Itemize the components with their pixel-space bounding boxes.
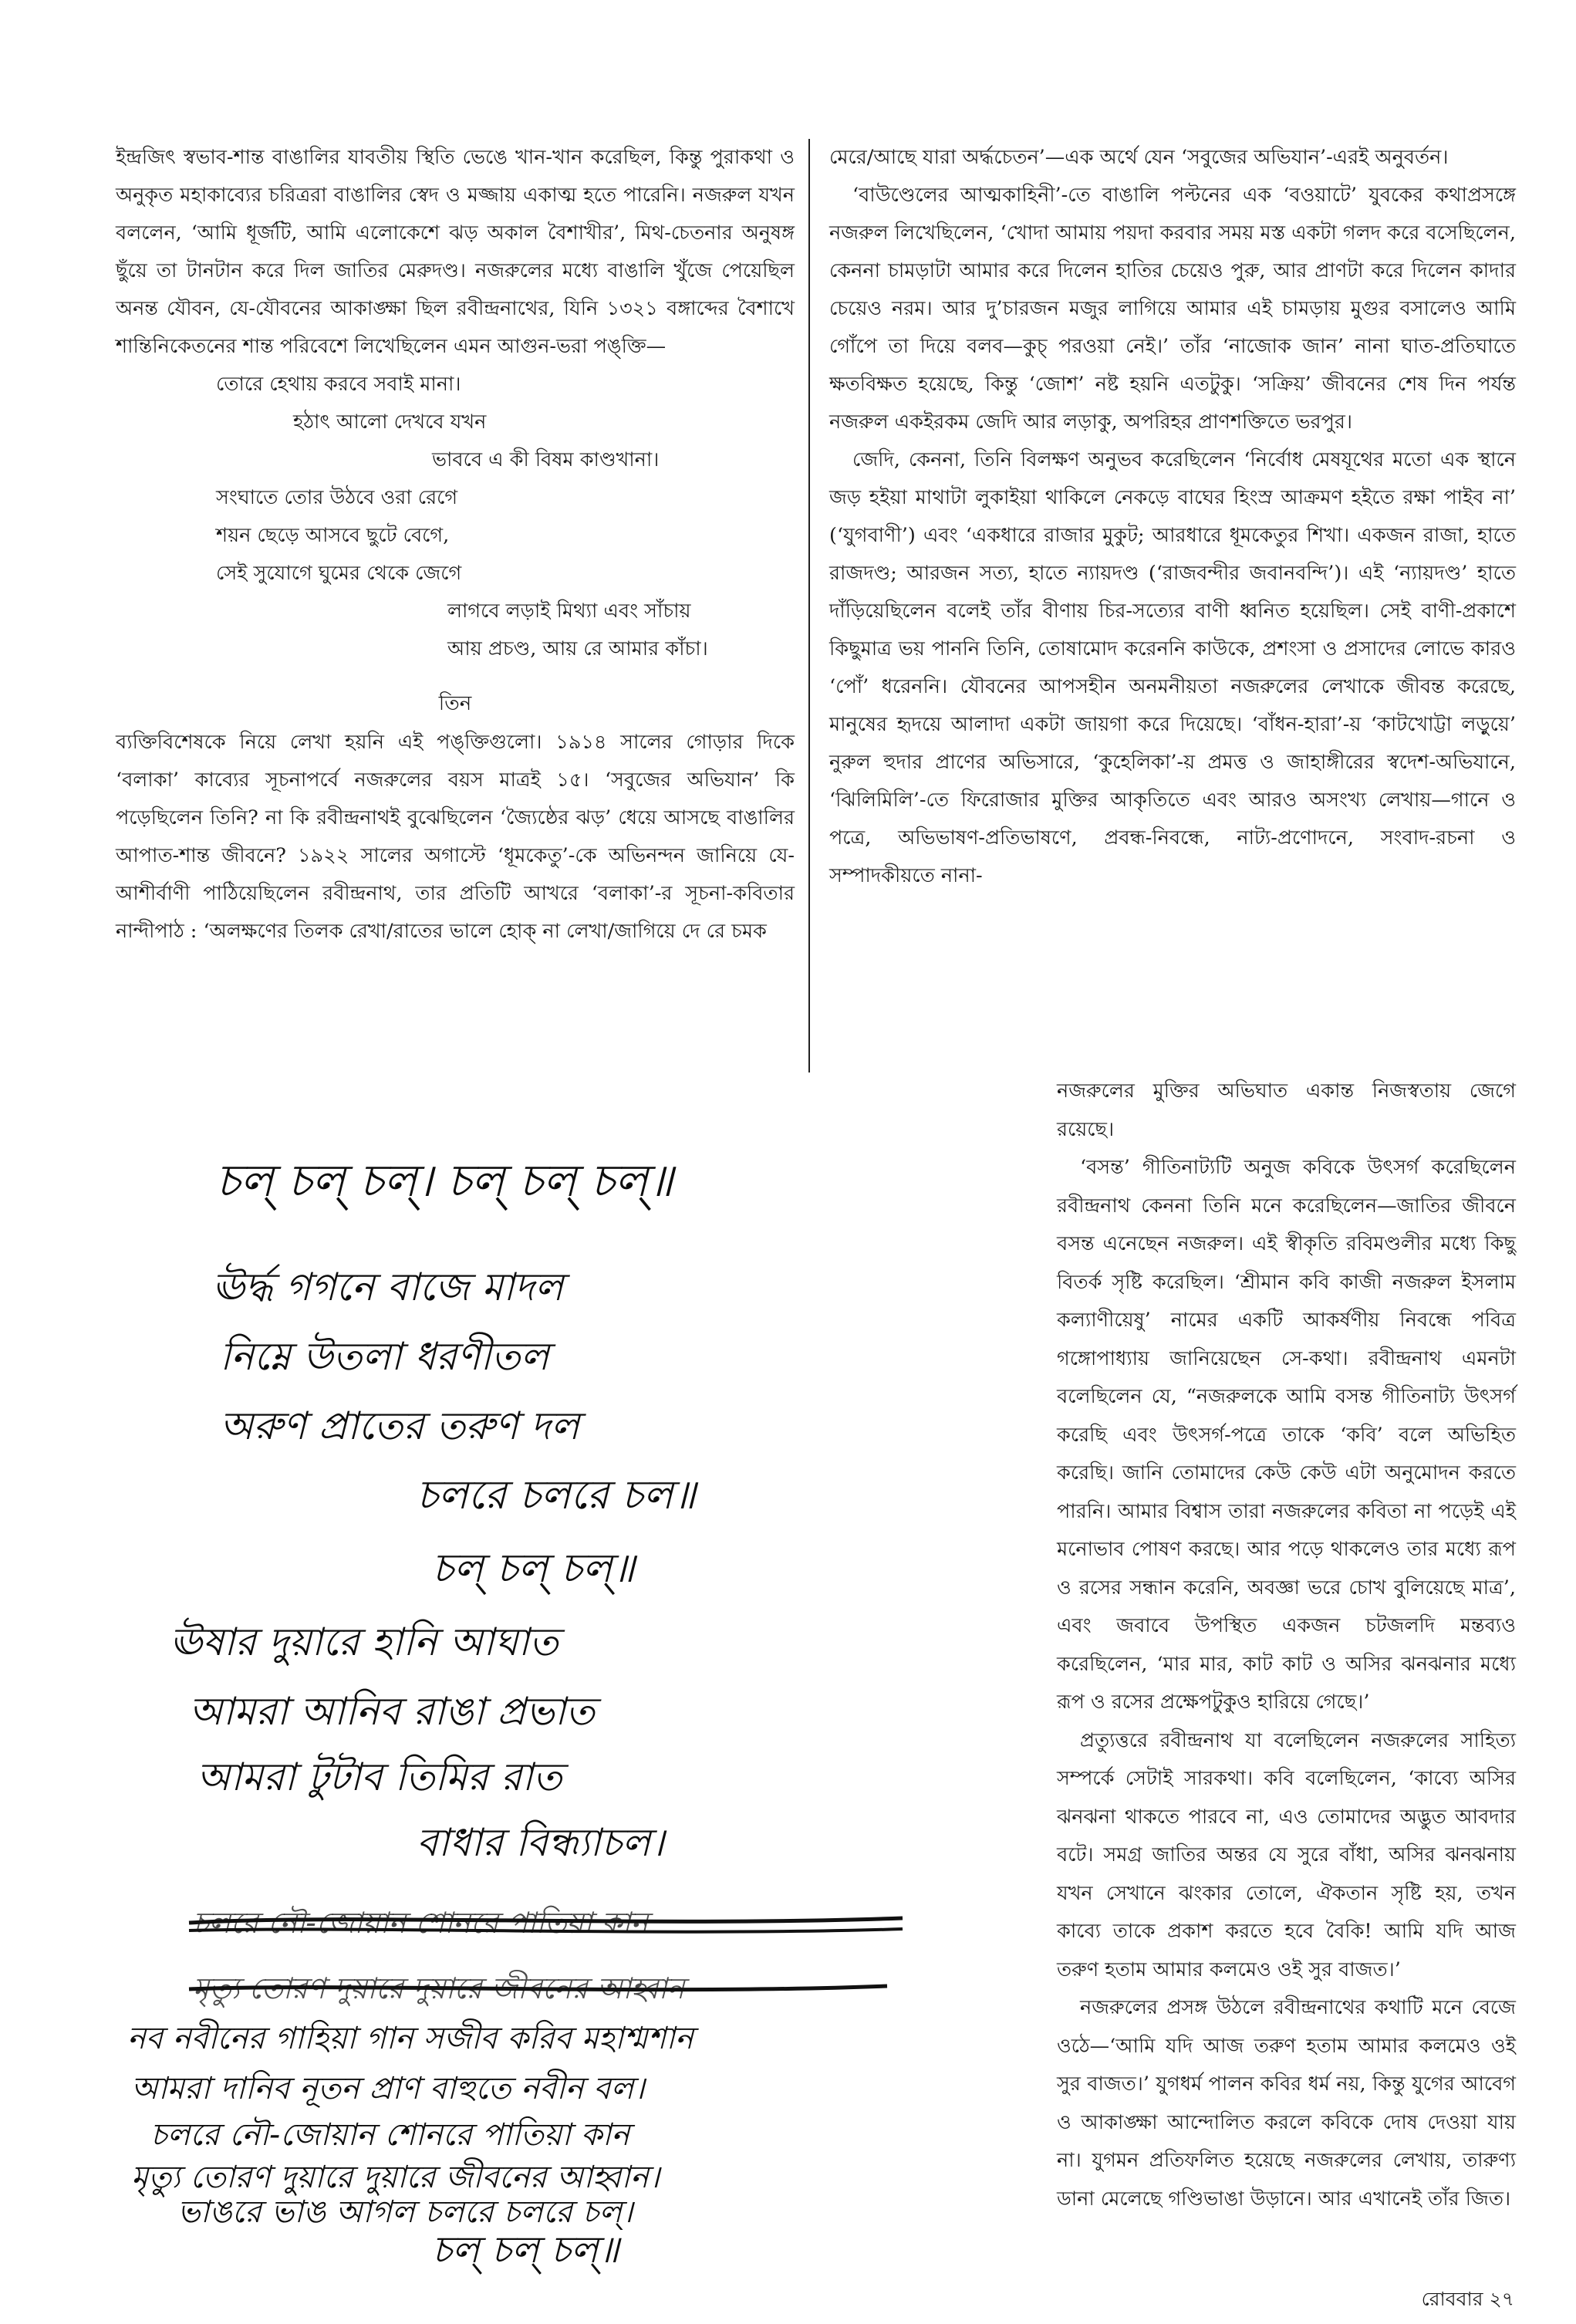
manuscript-line: আমরা আনিব রাঙা প্রভাত (189, 1689, 595, 1734)
manuscript-line: ঊর্দ্ধ গগনে বাজে মাদল (212, 1265, 564, 1309)
manuscript-line: ভাঙরে ভাঙ আগল চলরে চলরে চল্। (177, 2194, 633, 2230)
page-footer: রোববার ২৭ (1421, 2288, 1514, 2310)
right-column-lower (1057, 1072, 1516, 2218)
manuscript-line: অরুণ প্রাতের তরুণ দল (220, 1404, 580, 1448)
section-heading: তিন (438, 692, 472, 715)
manuscript-line: আমরা দানিব নূতন প্রাণ বাহুতে নবীন বল। (131, 2071, 645, 2106)
left-paragraph-2: ব্যক্তিবিশেষকে নিয়ে লেখা হয়নি এই পঙ্‌ক্তিগুলো। ১৯১৪ সালের গোড়ার দিকে ‘বলাকা’ কাব্যের সূচনাপর্বে নজরুলের বয়স মাত্রই ১৫। ‘সবুজের অভিযান’ কি পড়েছিলেন তিনি? না কি রবীন্দ্রনাথই বুঝেছিলেন ‘জ্যৈষ্ঠের ঝড়’ ধেয়ে আসছে বাঙালির আপাত-শান্ত জীবনে? ১৯২২ সালের অগাস্টে ‘ধূমকেতু’-কে অভিনন্দন জানিয়ে যে-আশীর্বাণী পাঠিয়েছিলেন রবীন্দ্রনাথ, তার প্রতিটি আখরে ‘বলাকা’-র সূচনা-কবিতার নান্দীপাঠ : ‘অলক্ষণের তিলক রেখা/রাতের ভালে হোক্ না লেখা/জাগিয়ে দে রে চমক (116, 731, 795, 943)
manuscript-line: আমরা টুটাব তিমির রাত (197, 1755, 562, 1799)
poem-line: সেই সুযোগে ঘুমের থেকে জেগে (216, 562, 462, 585)
poem-line: তোরে হেথায় করবে সবাই মানা। (216, 373, 461, 396)
right-paragraph-6: নজরুলের প্রসঙ্গ উঠলে রবীন্দ্রনাথের কথাটি মনে বেজে ওঠে—‘আমি যদি আজ তরুণ হতাম আমার কলমেও ওই সুর বাজত।’ যুগধর্ম পালন কবির ধর্ম নয়, কিন্তু যুগের আবেগ ও আকাঙ্ক্ষা আন্দোলিত করলে কবিকে দোষ দেওয়া যায় না। যুগমন প্রতিফলিত হয়েছে নজরুলের লেখায়, তারুণ্য ডানা মেলেছে গণ্ডিভাঙা উড়ানে। আর এখানেই তাঁর জিত। (1057, 1996, 1516, 2211)
manuscript-line: বাধার বিন্ধ্যাচল। (417, 1820, 665, 1865)
right-paragraph-5: প্রত্যুত্তরে রবীন্দ্রনাথ যা বলেছিলেন নজরুলের সাহিত্য সম্পর্কে সেটাই সারকথা। কবি বলেছিলেন, ‘কাব্যে অসির ঝনঝনা থাকতে পারবে না, এও তোমাদের অদ্ভুত আবদার বটে। সমগ্র জাতির অন্তর যে সুরে বাঁধা, অসির ঝনঝনায় যখন সেখানে ঝংকার তোলে, ঐকতান সৃষ্টি হয়, তখন কাব্যে তাকে প্রকাশ করতে হবে বৈকি! আমি যদি আজ তরুণ হতাম আমার কলমেও ওই সুর বাজত।’ (1057, 1728, 1516, 1981)
manuscript-line: চল্ চল্ চল্। চল্ চল্ চল্॥ (216, 1154, 673, 1207)
manuscript-line: চল্ চল্ চল্॥ (432, 1545, 635, 1592)
right-paragraph-3: জেদি, কেননা, তিনি বিলক্ষণ অনুভব করেছিলেন ‘নির্বোধ মেষযূথের মতো এক স্থানে জড় হইয়া মাথাটা লুকাইয়া থাকিলে নেকড়ে বাঘের হিংস্র আক্রমণ হইতে রক্ষা পাইব না’ (‘যুগবাণী’) এবং ‘একধারে রাজার মুকুট; আরধারে ধূমকেতুর শিখা। একজন রাজা, হাতে রাজদণ্ড; আরজন সত্য, হাতে ন্যায়দণ্ড (‘রাজবন্দীর জবানবন্দি’)। এই ‘ন্যায়দণ্ড’ হাতে দাঁড়িয়েছিলেন বলেই তাঁর বীণায় চির-সত্যের বাণী ধ্বনিত হয়েছিল। সেই বাণী-প্রকাশে কিছুমাত্র ভয় পাননি তিনি, তোষামোদ করেননি কাউকে, প্রশংসা ও প্রসাদের লোভে কারও ‘পোঁ’ ধরেননি। যৌবনের আপসহীন অনমনীয়তা নজরুলের লেখাকে জীবন্ত করেছে, মানুষের হৃদয়ে আলাদা একটা জায়গা করে দিয়েছে। ‘বাঁধন-হারা’-য় ‘কাটখোট্টা লড়ুয়ে’ নুরুল হুদার প্রাণের অভিসারে, ‘কুহেলিকা’-য় প্রমত্ত ও জাহাঙ্গীরের স্বদেশ-অভিযানে, ‘ঝিলিমিলি’-তে ফিরোজার মুক্তির আকৃতিতে এবং আরও অসংখ্য লেখায়—গানে ও পত্রে, অভিভাষণ-প্রতিভাষণে, প্রবন্ধ-নিবন্ধে, নাট্য-প্রণোদনে, সংবাদ-রচনা ও সম্পাদকীয়তে নানা- (829, 448, 1516, 887)
right-paragraph-4: ‘বসন্ত’ গীতিনাট্যটি অনুজ কবিকে উৎসর্গ করেছিলেন রবীন্দ্রনাথ কেননা তিনি মনে করেছিলেন—জাতির জীবনে বসন্ত এনেছেন নজরুল। এই স্বীকৃতি রবিমণ্ডলীর মধ্যে কিছু বিতর্ক সৃষ্টি করেছিল। ‘শ্রীমান কবি কাজী নজরুল ইসলাম কল্যাণীয়েষু’ নামের একটি আকর্ষণীয় নিবন্ধে পবিত্র গঙ্গোপাধ্যায় জানিয়েছেন সে-কথা। রবীন্দ্রনাথ এমনটা বলেছিলেন যে, “নজরুলকে আমি বসন্ত গীতিনাট্য উৎসর্গ করেছি এবং উৎসর্গ-পত্রে তাকে ‘কবি’ বলে অভিহিত করেছি। জানি তোমাদের কেউ কেউ এটা অনুমোদন করতে পারনি। আমার বিশ্বাস তারা নজরুলের কবিতা না পড়েই এই মনোভাব পোষণ করছে। আর পড়ে থাকলেও তার মধ্যে রূপ ও রসের সন্ধান করেনি, অবজ্ঞা ভরে চোখ বুলিয়েছে মাত্র’, এবং জবাবে উপস্থিত একজন চটজলদি মন্তব্যও করেছিলেন, ‘মার মার, কাট কাট ও অসির ঝনঝনার মধ্যে রূপ ও রসের প্রক্ষেপটুকুও হারিয়ে গেছে।’ (1057, 1156, 1516, 1714)
manuscript-line: ঊষার দুয়ারে হানি আঘাত (170, 1620, 559, 1664)
manuscript-line: চলরে চলরে চল॥ (417, 1472, 696, 1518)
manuscript-svg (116, 1111, 1026, 2230)
left-paragraph-1: ইন্দ্রজিৎ স্বভাব-শান্ত বাঙালির যাবতীয় স্থিতি ভেঙে খান-খান করেছিল, কিন্তু পুরাকথা ও অনুকৃত মহাকাব্যের চরিত্ররা বাঙালির স্বেদ ও মজ্জায় একাত্ম হতে পারেনি। নজরুল যখন বললেন, ‘আমি ধূর্জটি, আমি এলোকেশে ঝড় অকাল বৈশাখীর’, মিথ-চেতনার অনুষঙ্গ ছুঁয়ে তা টানটান করে দিল জাতির মেরুদণ্ড। নজরুলের মধ্যে বাঙালি খুঁজে পেয়েছিল অনন্ত যৌবন, যে-যৌবনের আকাঙ্ক্ষা ছিল রবীন্দ্রনাথের, যিনি ১৩২১ বঙ্গাব্দের বৈশাখে শান্তিনিকেতনের শান্ত পরিবেশে লিখেছিলেন এমন আগুন-ভরা পঙ্‌ক্তি— (116, 146, 795, 358)
poem-line: লাগবে লড়াই মিথ্যা এবং সাঁচায় (447, 600, 691, 623)
manuscript-line: মৃত্যু তোরণ দুয়ারে দুয়ারে জীবনের আহ্বান। (131, 2160, 660, 2195)
right-paragraph-1: মেরে/আছে যারা অর্দ্ধচেতন’—এক অর্থে যেন ‘সবুজের অভিযান’-এরই অনুবর্তন। (829, 146, 1449, 169)
poem-block (116, 366, 795, 668)
right-paragraph-2: ‘বাউণ্ডেলের আত্মকাহিনী’-তে বাঙালি পল্টনের এক ‘বওয়াটে’ যুবকের কথাপ্রসঙ্গে নজরুল লিখেছিলেন, ‘খোদা আমায় পয়দা করবার সময় মস্ত একটা গলদ করে বসেছিলেন, কেননা চামড়াটা আমার করে দিলেন হাতির চেয়েও পুরু, আর প্রাণটা করে দিলেন কাদার চেয়েও নরম। আর দু’চারজন মজুর লাগিয়ে আমার এই চামড়ায় মুগুর বসালেও আমি গোঁপে তা দিয়ে বলব—কুচ্ পরওয়া নেই।’ তাঁর ‘নাজোক জান’ নানা ঘাত-প্রতিঘাতে ক্ষতবিক্ষত হয়েছে, কিন্তু ‘জোশ’ নষ্ট হয়নি এতটুকু। ‘সক্রিয়’ জীবনের শেষ দিন পর্যন্ত নজরুল একইরকম জেদি আর লড়াকু, অপরিহর প্রাণশক্তিতে ভরপুর। (829, 184, 1516, 434)
column-divider (808, 139, 810, 1072)
right-paragraph-3-continued: নজরুলের মুক্তির অভিঘাত একান্ত নিজস্বতায় জেগে রয়েছে। (1057, 1079, 1516, 1141)
manuscript-final-line: চল্ চল্ চল্॥ (432, 2228, 619, 2272)
poem-line: শয়ন ছেড়ে আসবে ছুটে বেগে, (216, 524, 450, 547)
handwritten-manuscript-image (116, 1111, 1026, 2230)
manuscript-struck-line: চলরে নৌ-জোয়ান শোনরে পাতিয়া কান (193, 1906, 649, 1940)
right-column (829, 139, 1516, 895)
poem-line: ভাববে এ কী বিষম কাণ্ডখানা। (432, 448, 660, 471)
poem-line: সংঘাতে তোর উঠবে ওরা রেগে (216, 486, 458, 509)
manuscript-line: নিম্নে উতলা ধরণীতল (220, 1334, 549, 1379)
manuscript-struck-line: মৃত্যু তোরণ দুয়ারে দুয়ারে জীবনের আহ্বান (193, 1971, 685, 2005)
manuscript-line: চলরে নৌ-জোয়ান শোনরে পাতিয়া কান (150, 2117, 630, 2153)
poem-line: আয় প্রচণ্ড, আয় রে আমার কাঁচা। (447, 637, 708, 660)
manuscript-line: নব নবীনের গাহিয়া গান সজীব করিব মহাশ্মশান (127, 2021, 694, 2056)
left-column (116, 139, 795, 951)
poem-line: হঠাৎ আলো দেখবে যখন (293, 410, 487, 434)
